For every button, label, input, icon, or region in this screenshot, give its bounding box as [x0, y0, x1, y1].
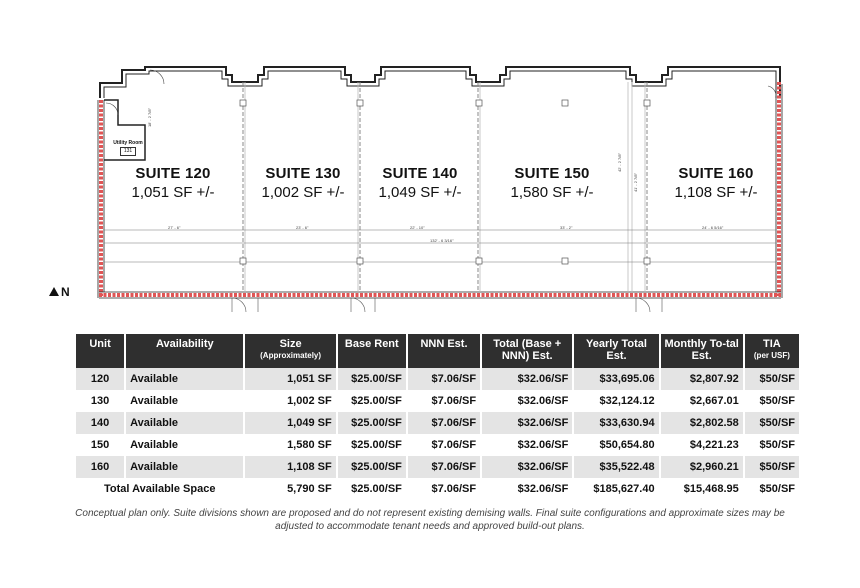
suite-name: SUITE 120 [135, 165, 211, 182]
cell-tia: $50/SF [745, 390, 799, 412]
cell-base-rent: $25.00/SF [338, 434, 406, 456]
table-row [76, 434, 799, 456]
cell-size: 1,108 SF [245, 456, 335, 478]
cell-base-rent: $25.00/SF [338, 390, 406, 412]
cell-availability: Available [126, 434, 243, 456]
cell-total: $32.06/SF [482, 434, 572, 456]
header-unit: Unit [76, 334, 124, 368]
cell-monthly: $2,807.92 [661, 368, 743, 390]
north-arrow-icon [49, 287, 59, 296]
cell-tia: $50/SF [745, 456, 799, 478]
cell-yearly: $33,695.06 [574, 368, 658, 390]
rent-table [74, 334, 801, 500]
header-base-rent: Base Rent [338, 334, 406, 368]
cell-availability: Available [126, 412, 243, 434]
cell-total-label: Total Available Space [76, 478, 243, 500]
cell-unit: 120 [76, 368, 124, 390]
cell-tia: $50/SF [745, 412, 799, 434]
table-row [76, 456, 799, 478]
suite-label-120 [118, 165, 228, 201]
suite-sf: 1,051 SF +/- [131, 184, 215, 201]
cell-nnn: $7.06/SF [408, 412, 480, 434]
cell-size: 1,002 SF [245, 390, 335, 412]
utility-room-label [113, 140, 143, 156]
cell-yearly: $33,630.94 [574, 412, 658, 434]
dimension-label: 24' - 6 5/16" [702, 225, 724, 230]
plan-top-wall [100, 67, 780, 98]
suite-name: SUITE 160 [678, 165, 754, 182]
suite-sf: 1,108 SF +/- [674, 184, 758, 201]
cell-unit: 140 [76, 412, 124, 434]
utility-room-name: Utility Room [113, 140, 143, 146]
table-total-row [76, 478, 799, 500]
utility-room-number: 131 [120, 147, 136, 156]
dimension-depth-label: 42' - 2 7/8" [617, 152, 623, 173]
cell-availability: Available [126, 368, 243, 390]
cell-nnn: $7.06/SF [408, 390, 480, 412]
cell-total: $32.06/SF [482, 456, 572, 478]
cell-base-rent: $25.00/SF [338, 478, 406, 500]
header-size: Size (Approximately) [245, 334, 335, 368]
cell-total: $32.06/SF [482, 390, 572, 412]
cell-nnn: $7.06/SF [408, 368, 480, 390]
cell-base-rent: $25.00/SF [338, 412, 406, 434]
cell-total: $32.06/SF [482, 412, 572, 434]
cell-unit: 150 [76, 434, 124, 456]
header-yearly: Yearly Total Est. [574, 334, 658, 368]
header-total: Total (Base + NNN) Est. [482, 334, 572, 368]
cell-monthly: $4,221.23 [661, 434, 743, 456]
suite-name: SUITE 140 [382, 165, 458, 182]
table-row [76, 368, 799, 390]
cell-availability: Available [126, 390, 243, 412]
cell-yearly: $32,124.12 [574, 390, 658, 412]
dimension-depth-label: 41' - 2 7/8" [633, 172, 639, 193]
cell-nnn: $7.06/SF [408, 434, 480, 456]
header-availability: Availability [126, 334, 243, 368]
dimension-label: 27' - 6" [168, 225, 181, 230]
plan-top-wall-inner [104, 71, 776, 98]
dimension-depth-label: 18' - 2 7/8" [147, 107, 153, 128]
suite-label-150 [497, 165, 607, 201]
dimension-label: 23' - 6" [296, 225, 309, 230]
suite-sf: 1,580 SF +/- [510, 184, 594, 201]
cell-nnn: $7.06/SF [408, 456, 480, 478]
table-row [76, 412, 799, 434]
dimension-label: 33' - 2" [560, 225, 573, 230]
cell-tia: $50/SF [745, 478, 799, 500]
dimension-total-label: 132' - 6 3/16" [430, 238, 454, 243]
cell-size: 5,790 SF [245, 478, 335, 500]
suite-label-140 [365, 165, 475, 201]
suite-name: SUITE 130 [265, 165, 341, 182]
cell-nnn: $7.06/SF [408, 478, 480, 500]
cell-base-rent: $25.00/SF [338, 456, 406, 478]
cell-size: 1,051 SF [245, 368, 335, 390]
suite-sf: 1,002 SF +/- [261, 184, 345, 201]
north-label: N [61, 285, 70, 299]
cell-monthly: $2,802.58 [661, 412, 743, 434]
suite-label-160 [661, 165, 771, 201]
footnote: Conceptual plan only. Suite divisions shown are proposed and do not represent existing demising walls. Final suite configurations and approximate sizes may be adjusted to accommodate tenant needs and approved build-out plans. [75, 508, 785, 532]
cell-size: 1,580 SF [245, 434, 335, 456]
dimension-label: 22' - 10" [410, 225, 425, 230]
suite-sf: 1,049 SF +/- [378, 184, 462, 201]
cell-unit: 130 [76, 390, 124, 412]
suite-name: SUITE 150 [514, 165, 590, 182]
cell-unit: 160 [76, 456, 124, 478]
table-header-row [76, 334, 799, 368]
cell-yearly: $185,627.40 [574, 478, 658, 500]
header-tia: TIA (per USF) [745, 334, 799, 368]
suite-label-130 [248, 165, 358, 201]
cell-total: $32.06/SF [482, 478, 572, 500]
cell-availability: Available [126, 456, 243, 478]
cell-tia: $50/SF [745, 368, 799, 390]
header-nnn: NNN Est. [408, 334, 480, 368]
north-indicator [49, 285, 70, 299]
cell-yearly: $50,654.80 [574, 434, 658, 456]
cell-total: $32.06/SF [482, 368, 572, 390]
header-monthly: Monthly To-tal Est. [661, 334, 743, 368]
cell-base-rent: $25.00/SF [338, 368, 406, 390]
cell-monthly: $15,468.95 [661, 478, 743, 500]
cell-yearly: $35,522.48 [574, 456, 658, 478]
cell-monthly: $2,960.21 [661, 456, 743, 478]
cell-monthly: $2,667.01 [661, 390, 743, 412]
cell-tia: $50/SF [745, 434, 799, 456]
cell-size: 1,049 SF [245, 412, 335, 434]
table-row [76, 390, 799, 412]
